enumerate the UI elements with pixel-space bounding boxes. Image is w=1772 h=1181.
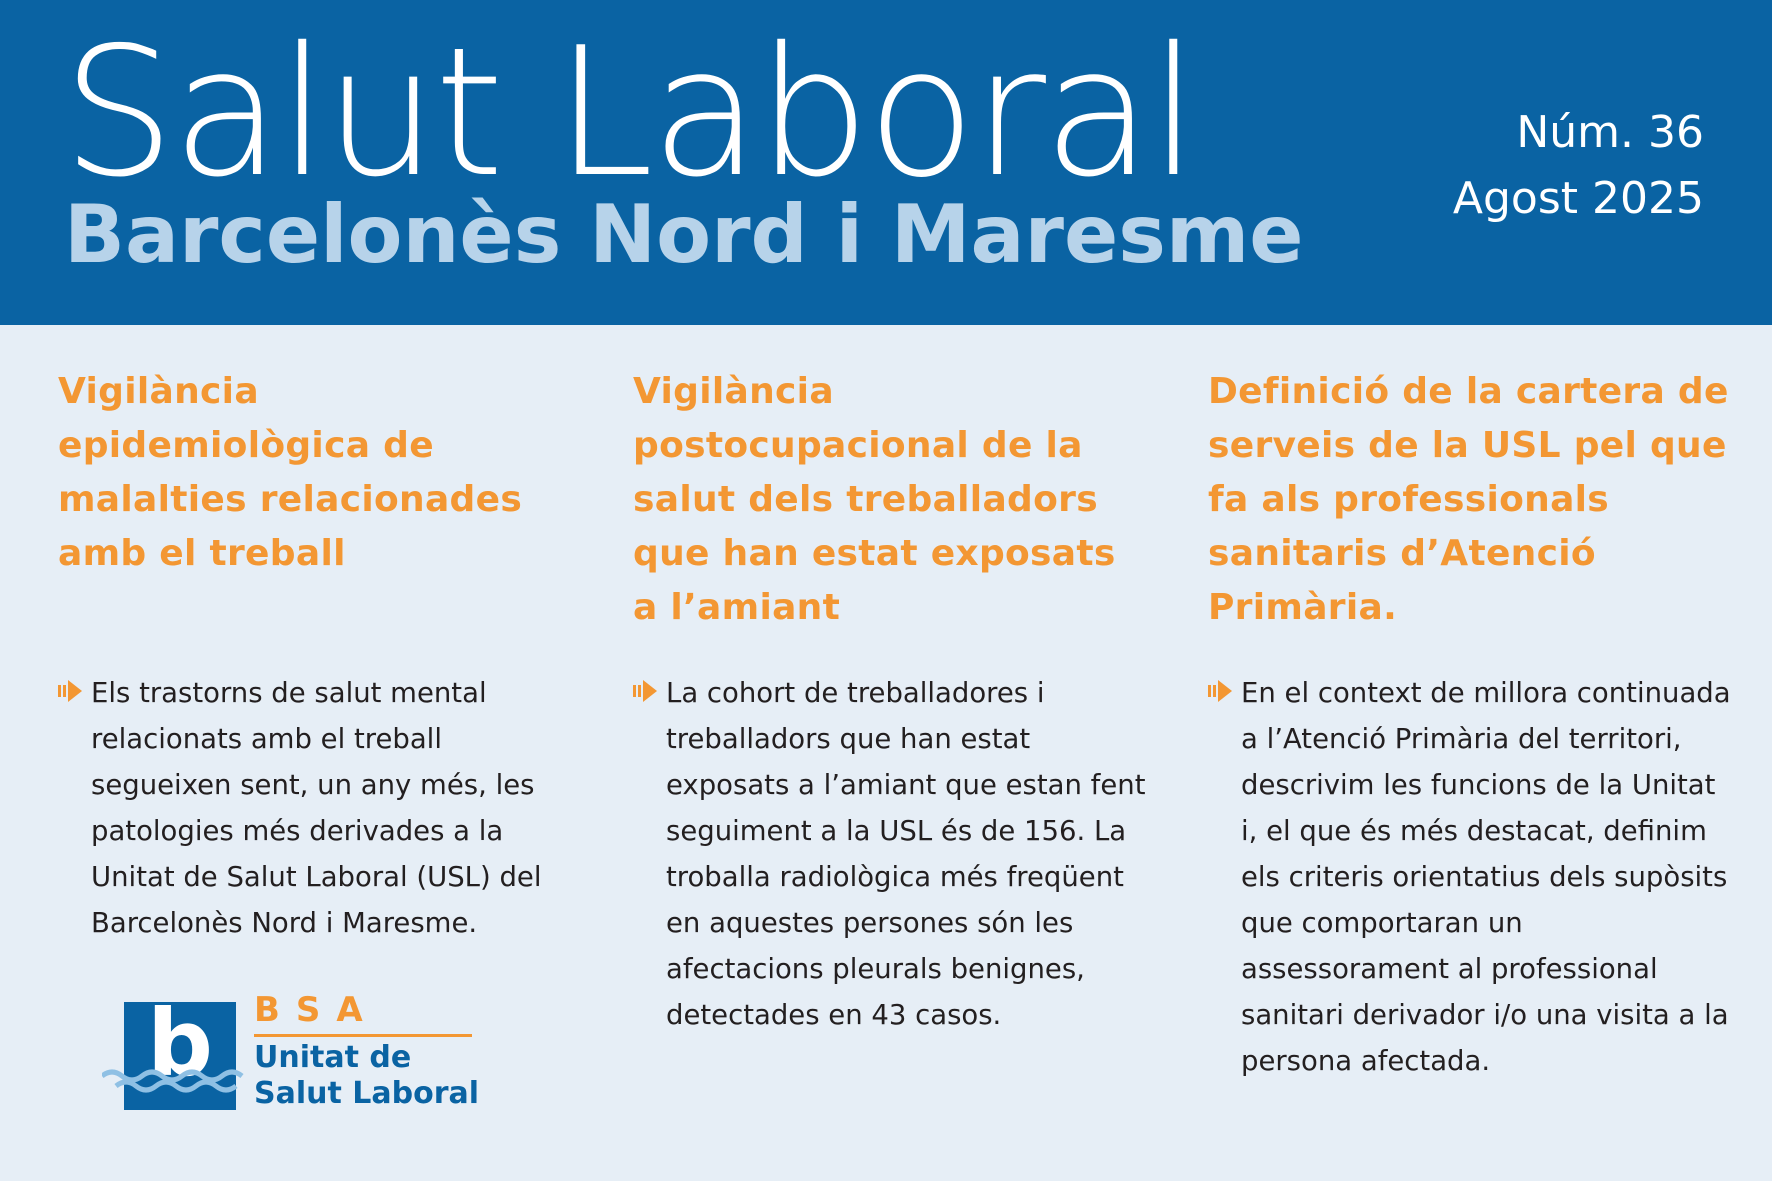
article-title: Vigilància epidemiològica de malalties relacionades amb el treball — [58, 371, 523, 574]
issue-date: Agost 2025 — [1452, 173, 1704, 224]
masthead — [0, 0, 1772, 325]
arrow-right-icon — [1208, 678, 1234, 704]
logo-line-1: Unitat de — [254, 1040, 412, 1075]
article-epidemiological-surveillance — [58, 365, 578, 939]
article-text: Els trastorns de salut mental relacionats amb el treball segueixen sent, un any més, les patologies més derivades a la Unitat de Salut Laboral (USL) del Barcelonès Nord i Maresme. — [91, 677, 542, 939]
article-text: La cohort de treballadores i treballadors que han estat exposats a l’amiant que estan fent seguiment a la USL és de 156. La troballa radiològica més freqüent en aquestes persones són les afectacions pleurals benignes, detectades en 43 casos. — [666, 677, 1146, 1031]
newsletter-title: Salut Laboral — [62, 9, 1196, 216]
waves-icon — [102, 1056, 262, 1096]
article-text: En el context de millora continuada a l’Atenció Primària del territori, descrivim les funcions de la Unitat i, el que és més destacat, definim els criteris orientatius dels supòsits que comportaran un assessorament al professional sanitari derivador i/o una visita a la persona afectada. — [1241, 677, 1731, 1077]
article-title: Definició de la cartera de serveis de la USL pel que fa als professionals sanitaris d’Atenció Primària. — [1208, 371, 1729, 628]
article-title: Vigilància postocupacional de la salut dels treballadors que han estat exposats a l’amiant — [633, 371, 1116, 628]
logo-acronym: BSA — [254, 990, 379, 1030]
article-body — [58, 670, 578, 946]
article-body — [633, 670, 1153, 1038]
arrow-right-icon — [633, 678, 659, 704]
logo-letter: b — [147, 1002, 213, 1097]
bsa-logo — [102, 990, 482, 1116]
newsletter-subtitle: Barcelonès Nord i Maresme — [64, 188, 1304, 281]
article-services-portfolio — [1208, 365, 1738, 1077]
article-asbestos-surveillance — [633, 365, 1153, 1031]
logo-line-2: Salut Laboral — [254, 1076, 480, 1111]
arrow-right-icon — [58, 678, 84, 704]
article-body — [1208, 670, 1738, 1084]
logo-unit-name — [254, 1040, 479, 1112]
issue-info — [1453, 100, 1704, 232]
issue-number: Núm. 36 — [1516, 107, 1704, 158]
logo-divider — [254, 1034, 472, 1037]
